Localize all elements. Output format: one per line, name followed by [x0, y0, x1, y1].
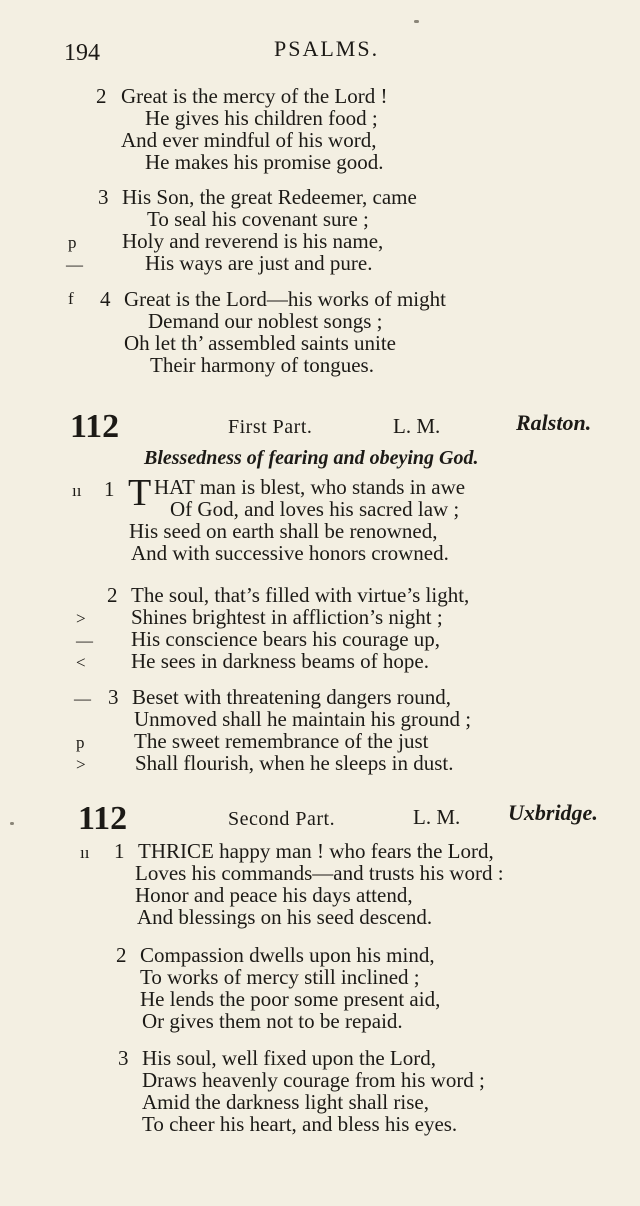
dynamic-mark: f	[68, 289, 74, 308]
verse-line: Beset with threatening dangers round,	[132, 685, 451, 709]
verse-line: And ever mindful of his word,	[121, 128, 377, 152]
verse-line: Shall flourish, when he sleeps in dust.	[135, 751, 454, 775]
verse-line: Holy and reverend is his name,	[122, 229, 384, 253]
hymn-meter: L. M.	[393, 414, 441, 438]
verse-line: Oh let th’ assembled saints unite	[124, 331, 396, 355]
verse-line: His conscience bears his courage up,	[131, 627, 441, 651]
running-title: PSALMS.	[274, 36, 380, 61]
verse-line: Their harmony of tongues.	[150, 353, 374, 377]
stanza-number: 3	[98, 185, 109, 209]
verse-line: Shines brightest in affliction’s night ;	[131, 605, 443, 629]
verse-line: The soul, that’s filled with virtue’s light,	[131, 583, 470, 607]
verse-line: He lends the poor some present aid,	[140, 987, 441, 1011]
stanza-number: 3	[118, 1046, 129, 1070]
verse-line: Honor and peace his days attend,	[135, 883, 413, 907]
hymn-number: 112	[70, 408, 120, 445]
dynamic-mark: —	[66, 255, 83, 274]
drop-cap: T	[128, 472, 152, 514]
verse-line: His seed on earth shall be renowned,	[129, 519, 438, 543]
verse-line: He gives his children food ;	[145, 106, 378, 130]
verse-line: Loves his commands—and trusts his word :	[135, 861, 504, 885]
stanza-number: 2	[96, 84, 107, 108]
verse-line: Great is the Lord—his works of might	[124, 287, 446, 311]
verse-line: Amid the darkness light shall rise,	[142, 1090, 429, 1114]
dynamic-mark: ıı	[72, 481, 82, 500]
verse-line: His soul, well fixed upon the Lord,	[142, 1046, 436, 1070]
stanza-number: 4	[100, 287, 111, 311]
verse-line: To cheer his heart, and bless his eyes.	[142, 1112, 458, 1136]
stanza-number: 3	[108, 685, 119, 709]
verse-line: And with successive honors crowned.	[131, 541, 449, 565]
dynamic-mark: p	[68, 233, 77, 252]
verse-line: His Son, the great Redeemer, came	[122, 185, 417, 209]
dynamic-mark: ıı	[80, 843, 90, 862]
verse-line: The sweet remembrance of the just	[134, 729, 429, 753]
verse-line: THRICE happy man ! who fears the Lord,	[138, 839, 494, 863]
tune-name: Ralston.	[516, 410, 592, 435]
hymn-meter: L. M.	[413, 805, 461, 829]
verse-line: Or gives them not to be repaid.	[142, 1009, 403, 1033]
verse-line: He sees in darkness beams of hope.	[131, 649, 429, 673]
verse-line: And blessings on his seed descend.	[137, 905, 433, 929]
ink-speck	[10, 822, 14, 825]
dynamic-mark: —	[74, 689, 91, 708]
hymn-number: 112	[78, 800, 128, 837]
verse-line: Of God, and loves his sacred law ;	[170, 497, 460, 521]
hymn-subtitle: Blessedness of fearing and obeying God.	[144, 447, 479, 469]
verse-line: Great is the mercy of the Lord !	[121, 84, 388, 108]
verse-line: Demand our noblest songs ;	[148, 309, 383, 333]
verse-line: HAT man is blest, who stands in awe	[154, 475, 466, 499]
verse-line: Compassion dwells upon his mind,	[140, 943, 435, 967]
verse-line: His ways are just and pure.	[145, 251, 373, 275]
verse-line: Draws heavenly courage from his word ;	[142, 1068, 485, 1092]
dynamic-mark: >	[76, 609, 86, 628]
dynamic-mark: p	[76, 733, 85, 752]
stanza-number: 1	[104, 477, 115, 501]
verse-line: To seal his covenant sure ;	[147, 207, 369, 231]
ink-speck	[414, 20, 419, 23]
hymn-part: First Part.	[228, 416, 313, 438]
verse-line: He makes his promise good.	[145, 150, 384, 174]
dynamic-mark: —	[76, 631, 93, 650]
stanza-number: 1	[114, 839, 125, 863]
dynamic-mark: <	[76, 653, 86, 672]
hymn-part: Second Part.	[228, 808, 336, 830]
dynamic-mark: >	[76, 755, 86, 774]
tune-name: Uxbridge.	[508, 800, 598, 825]
verse-line: To works of mercy still inclined ;	[140, 965, 420, 989]
verse-line: Unmoved shall he maintain his ground ;	[134, 707, 472, 731]
stanza-number: 2	[107, 583, 118, 607]
stanza-number: 2	[116, 943, 127, 967]
page-number: 194	[64, 40, 100, 66]
